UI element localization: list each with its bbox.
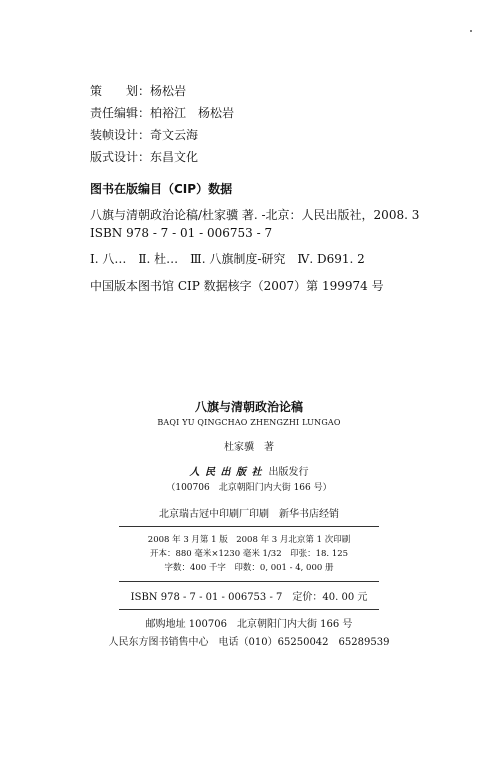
cip-record (90, 206, 490, 268)
postal-address: 邮购地址 100706 北京朝阳门内大街 166 号 (145, 619, 353, 630)
credit-binding-design (90, 124, 234, 146)
imprint-block (0, 398, 498, 652)
edition-line: 2008 年 3 月第 1 版 2008 年 3 月北京第 1 次印刷 (147, 535, 351, 545)
publisher-logo: 人 民 出 版 社 (189, 467, 263, 478)
credit-label: 责任编辑： (90, 106, 151, 120)
credit-value: 奇文云海 (150, 128, 199, 142)
cip-citation: 八旗与清朝政治论稿/杜家骥 著. -北京：人民出版社，2008. 3 (90, 208, 420, 222)
cip-subjects: Ⅰ. 八… Ⅱ. 杜… Ⅲ. 八旗制度-研究 Ⅳ. D691. 2 (90, 252, 365, 266)
isbn-price-line: ISBN 978 - 7 - 01 - 006753 - 7 定价：40. 00 元 (119, 588, 379, 610)
book-author: 杜家骥 著 (224, 442, 274, 453)
scan-speck (470, 30, 472, 32)
credits-block (90, 80, 234, 168)
credit-value: 柏裕江 杨松岩 (150, 106, 235, 120)
credit-label: 装帧设计： (90, 128, 151, 142)
book-title: 八旗与清朝政治论稿 (194, 400, 303, 414)
cip-isbn: ISBN 978 - 7 - 01 - 006753 - 7 (90, 226, 273, 240)
credit-planner (90, 80, 234, 102)
credit-editor (90, 102, 234, 124)
book-pinyin-title: BAQI YU QINGCHAO ZHENGZHI LUNGAO (157, 418, 341, 427)
publisher-line (0, 463, 498, 478)
credit-layout-design (90, 146, 234, 168)
cip-approval-number: 中国版本图书馆 CIP 数据核字（2007）第 199974 号 (90, 279, 384, 293)
credit-value: 杨松岩 (150, 84, 187, 98)
credit-label: 策 划： (90, 84, 151, 98)
credit-value: 东昌文化 (150, 150, 199, 164)
edition-details (119, 533, 379, 582)
publisher-address: （100706 北京朝阳门内大街 166 号） (166, 483, 332, 493)
counts-line: 字数：400 千字 印数：0, 001 - 4, 000 册 (164, 563, 334, 573)
publisher-suffix: 出版发行 (268, 467, 309, 478)
credit-label: 版式设计： (90, 150, 151, 164)
sales-contact: 人民东方图书销售中心 电话（010）65250042 65289539 (108, 637, 390, 648)
printer-line: 北京瑞古冠中印刷厂印刷 新华书店经销 (119, 505, 379, 527)
contact-block (0, 616, 498, 652)
cip-heading: 图书在版编目（CIP）数据 (90, 182, 233, 196)
format-line: 开本：880 毫米×1230 毫米 1/32 印张：18. 125 (149, 549, 349, 559)
